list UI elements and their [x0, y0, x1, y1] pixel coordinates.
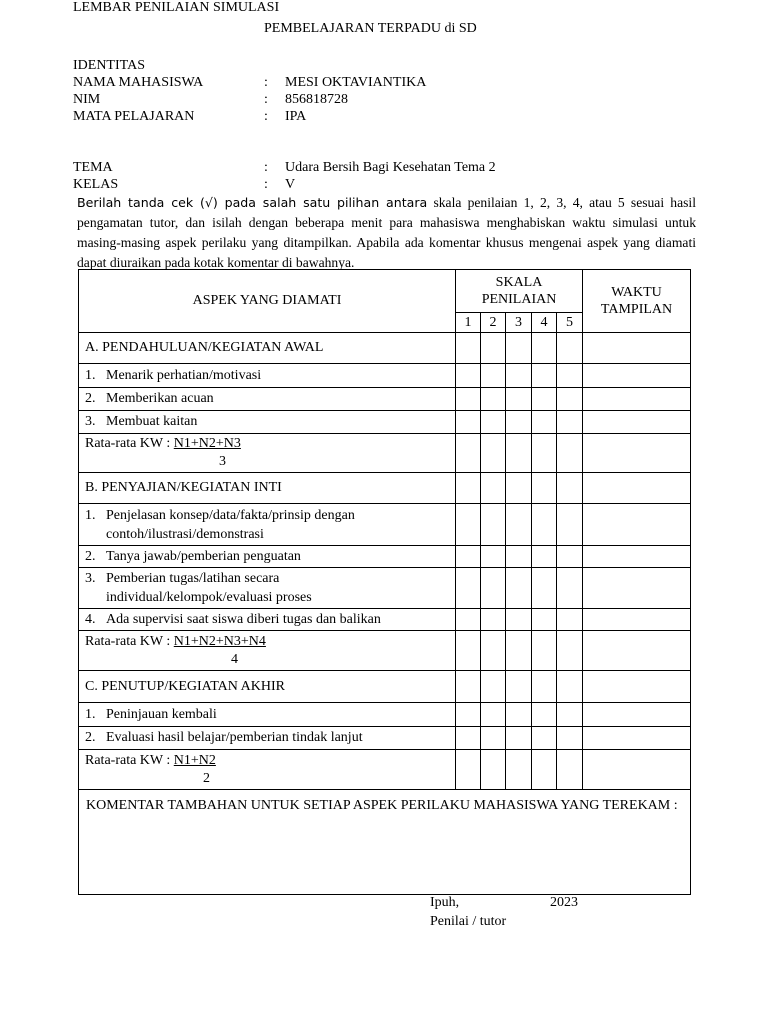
section-title: A. PENDAHULUAN/KEGIATAN AWAL: [79, 333, 456, 364]
identity-colon: :: [264, 177, 268, 192]
scale-cell[interactable]: [456, 546, 481, 568]
identity-value-name: MESI OKTAVIANTIKA: [285, 75, 427, 90]
form-title: LEMBAR PENILAIAN SIMULASI: [73, 0, 280, 15]
scale-cell[interactable]: [557, 546, 583, 568]
average-row: [79, 631, 456, 671]
scale-cell[interactable]: [506, 750, 532, 790]
scale-cell[interactable]: [532, 727, 557, 750]
item-text-continued: individual/kelompok/evaluasi proses: [106, 590, 312, 605]
item-number: 4.: [85, 611, 96, 627]
scale-cell[interactable]: [481, 333, 506, 364]
scale-cell[interactable]: [532, 671, 557, 703]
scale-cell[interactable]: [481, 546, 506, 568]
aspect-item: [79, 568, 456, 609]
time-cell[interactable]: [583, 473, 691, 504]
instructions-paragraph: [77, 193, 696, 273]
scale-cell[interactable]: [456, 364, 481, 388]
kelas-label: KELAS: [73, 177, 119, 192]
item-text: Menarik perhatian/motivasi: [106, 367, 262, 383]
scale-header-line1: SKALA: [495, 275, 543, 290]
scale-cell[interactable]: [506, 504, 532, 546]
scale-cell[interactable]: [532, 333, 557, 364]
scale-cell[interactable]: [557, 727, 583, 750]
item-number: 2.: [85, 548, 96, 564]
scale-cell[interactable]: [506, 671, 532, 703]
scale-cell[interactable]: [456, 473, 481, 504]
aspect-header: ASPEK YANG DIAMATI: [79, 270, 456, 333]
scale-cell[interactable]: [532, 473, 557, 504]
time-cell[interactable]: [583, 388, 691, 411]
item-number: 1.: [85, 367, 96, 383]
scale-cell[interactable]: [456, 671, 481, 703]
scale-cell[interactable]: [506, 703, 532, 727]
time-cell[interactable]: [583, 434, 691, 473]
scale-cell[interactable]: [557, 504, 583, 546]
scale-cell[interactable]: [456, 411, 481, 434]
average-label: Rata-rata KW :: [85, 633, 174, 649]
scale-cell[interactable]: [532, 434, 557, 473]
scale-cell[interactable]: [557, 411, 583, 434]
item-text: Ada supervisi saat siswa diberi tugas dan balikan: [106, 611, 381, 627]
scale-cell[interactable]: [481, 703, 506, 727]
scale-cell[interactable]: [532, 364, 557, 388]
identity-colon: :: [264, 92, 268, 107]
scale-cell[interactable]: [456, 631, 481, 671]
item-number: 3.: [85, 414, 96, 429]
item-text: Membuat kaitan: [106, 414, 198, 429]
scale-cell[interactable]: [506, 727, 532, 750]
scale-cell[interactable]: [456, 609, 481, 631]
identity-colon: :: [264, 160, 268, 175]
item-text-continued: contoh/ilustrasi/demonstrasi: [106, 526, 264, 542]
scale-cell[interactable]: [557, 671, 583, 703]
scale-cell[interactable]: [532, 504, 557, 546]
time-header-line2: TAMPILAN: [600, 302, 673, 317]
aspect-item: [79, 703, 456, 727]
time-cell[interactable]: [583, 631, 691, 671]
instructions-lead: Berilah tanda cek (√) pada salah satu pilihan antara: [77, 195, 428, 210]
scale-cell[interactable]: [456, 703, 481, 727]
identity-colon: :: [264, 109, 268, 124]
scale-cell[interactable]: [456, 434, 481, 473]
scale-cell[interactable]: [557, 750, 583, 790]
scale-cell[interactable]: [557, 434, 583, 473]
scale-cell[interactable]: [557, 388, 583, 411]
scale-cell[interactable]: [532, 411, 557, 434]
scale-number: 3: [506, 313, 532, 333]
signature-role: Penilai / tutor: [430, 914, 507, 929]
item-text: Memberikan acuan: [106, 391, 214, 406]
aspect-item: [79, 364, 456, 388]
scale-cell[interactable]: [506, 631, 532, 671]
scale-cell[interactable]: [506, 364, 532, 388]
scale-cell[interactable]: [557, 333, 583, 364]
scale-cell[interactable]: [557, 568, 583, 609]
scale-cell[interactable]: [532, 546, 557, 568]
scale-cell[interactable]: [481, 434, 506, 473]
identity-label-subject: MATA PELAJARAN: [73, 109, 195, 124]
time-cell[interactable]: [583, 546, 691, 568]
scale-number: 1: [456, 313, 481, 333]
average-numerator: N1+N2+N3+N4: [173, 633, 266, 649]
scale-number: 5: [557, 313, 583, 333]
scale-cell[interactable]: [456, 568, 481, 609]
scale-number: 2: [481, 313, 506, 333]
item-text: Penjelasan konsep/data/fakta/prinsip dengan: [106, 507, 355, 523]
average-denominator: 4: [231, 651, 238, 667]
average-label: Rata-rata KW :: [85, 436, 174, 451]
scale-cell[interactable]: [532, 750, 557, 790]
scale-cell[interactable]: [481, 473, 506, 504]
scale-cell[interactable]: [481, 388, 506, 411]
comment-box[interactable]: [79, 790, 691, 895]
assessment-table: [78, 269, 691, 895]
scale-cell[interactable]: [506, 609, 532, 631]
average-denominator: 3: [219, 454, 226, 469]
item-number: 1.: [85, 706, 96, 722]
time-cell[interactable]: [583, 364, 691, 388]
average-denominator: 2: [203, 770, 210, 786]
scale-cell[interactable]: [456, 750, 481, 790]
scale-number: 4: [532, 313, 557, 333]
average-numerator: N1+N2: [173, 752, 216, 768]
item-number: 3.: [85, 571, 96, 586]
aspect-item: [79, 411, 456, 434]
scale-cell[interactable]: [481, 411, 506, 434]
scale-cell[interactable]: [506, 434, 532, 473]
scale-cell[interactable]: [532, 388, 557, 411]
scale-cell[interactable]: [506, 568, 532, 609]
comment-prompt: KOMENTAR TAMBAHAN UNTUK SETIAP ASPEK PERILAKU MAHASISWA YANG TEREKAM :: [86, 798, 678, 813]
identity-colon: :: [264, 75, 268, 90]
item-text: Peninjauan kembali: [106, 706, 217, 722]
scale-cell[interactable]: [506, 546, 532, 568]
section-title: B. PENYAJIAN/KEGIATAN INTI: [79, 473, 456, 504]
scale-cell[interactable]: [481, 727, 506, 750]
item-number: 2.: [85, 730, 96, 745]
aspect-item: [79, 546, 456, 568]
identity-value-nim: 856818728: [285, 92, 348, 107]
aspect-item: [79, 727, 456, 750]
time-cell[interactable]: [583, 671, 691, 703]
average-row: [79, 750, 456, 790]
scale-cell[interactable]: [506, 473, 532, 504]
tema-label: TEMA: [73, 160, 113, 175]
scale-header: [456, 270, 583, 313]
identity-label-name: NAMA MAHASISWA: [73, 75, 204, 90]
item-text: Evaluasi hasil belajar/pemberian tindak lanjut: [106, 730, 363, 745]
form-subtitle: PEMBELAJARAN TERPADU di SD: [264, 21, 477, 36]
identity-heading: IDENTITAS: [73, 58, 145, 73]
signature-year: 2023: [550, 895, 578, 910]
time-cell[interactable]: [583, 504, 691, 546]
time-header: [583, 270, 691, 333]
time-cell[interactable]: [583, 750, 691, 790]
time-cell[interactable]: [583, 727, 691, 750]
scale-cell[interactable]: [456, 333, 481, 364]
identity-value-subject: IPA: [285, 109, 307, 124]
average-numerator: N1+N2+N3: [173, 436, 241, 451]
scale-cell[interactable]: [481, 568, 506, 609]
scale-header-line2: PENILAIAN: [481, 292, 557, 307]
scale-cell[interactable]: [506, 333, 532, 364]
scale-cell[interactable]: [557, 703, 583, 727]
scale-cell[interactable]: [456, 727, 481, 750]
aspect-item: [79, 504, 456, 546]
signature-place: Ipuh,: [430, 895, 460, 910]
scale-cell[interactable]: [532, 568, 557, 609]
scale-cell[interactable]: [481, 609, 506, 631]
scale-cell[interactable]: [481, 671, 506, 703]
scale-cell[interactable]: [456, 504, 481, 546]
identity-label-nim: NIM: [73, 92, 101, 107]
scale-cell[interactable]: [481, 504, 506, 546]
item-number: 2.: [85, 391, 96, 406]
average-label: Rata-rata KW :: [85, 752, 174, 768]
scale-cell[interactable]: [506, 388, 532, 411]
scale-cell[interactable]: [481, 750, 506, 790]
scale-cell[interactable]: [532, 631, 557, 671]
time-cell[interactable]: [583, 411, 691, 434]
scale-cell[interactable]: [557, 631, 583, 671]
instructions-rest: skala penilaian 1, 2, 3, 4, atau 5 sesuai hasil pengamatan tutor, dan isilah dengan beberapa menit para mahasiswa menghabiskan waktu simulasi untuk masing-masing aspek perilaku yang ditampilkan. Apabila ada komentar khusus mengenai aspek yang diamati dapat diuraikan pada kotak komentar di bawahnya.: [77, 195, 696, 270]
aspect-item: [79, 388, 456, 411]
time-cell[interactable]: [583, 609, 691, 631]
kelas-value: V: [285, 177, 296, 192]
scale-cell[interactable]: [481, 364, 506, 388]
time-cell[interactable]: [583, 568, 691, 609]
time-cell[interactable]: [583, 703, 691, 727]
item-text: Pemberian tugas/latihan secara: [106, 571, 280, 586]
average-row: [79, 434, 456, 473]
time-header-line1: WAKTU: [611, 285, 662, 300]
scale-cell[interactable]: [456, 388, 481, 411]
scale-cell[interactable]: [532, 703, 557, 727]
scale-cell[interactable]: [532, 609, 557, 631]
item-text: Tanya jawab/pemberian penguatan: [106, 548, 301, 564]
scale-cell[interactable]: [481, 631, 506, 671]
scale-cell[interactable]: [557, 364, 583, 388]
scale-cell[interactable]: [557, 609, 583, 631]
tema-value: Udara Bersih Bagi Kesehatan Tema 2: [285, 160, 496, 175]
scale-cell[interactable]: [506, 411, 532, 434]
aspect-item: [79, 609, 456, 631]
time-cell[interactable]: [583, 333, 691, 364]
scale-cell[interactable]: [557, 473, 583, 504]
section-title: C. PENUTUP/KEGIATAN AKHIR: [79, 671, 456, 703]
item-number: 1.: [85, 507, 96, 523]
